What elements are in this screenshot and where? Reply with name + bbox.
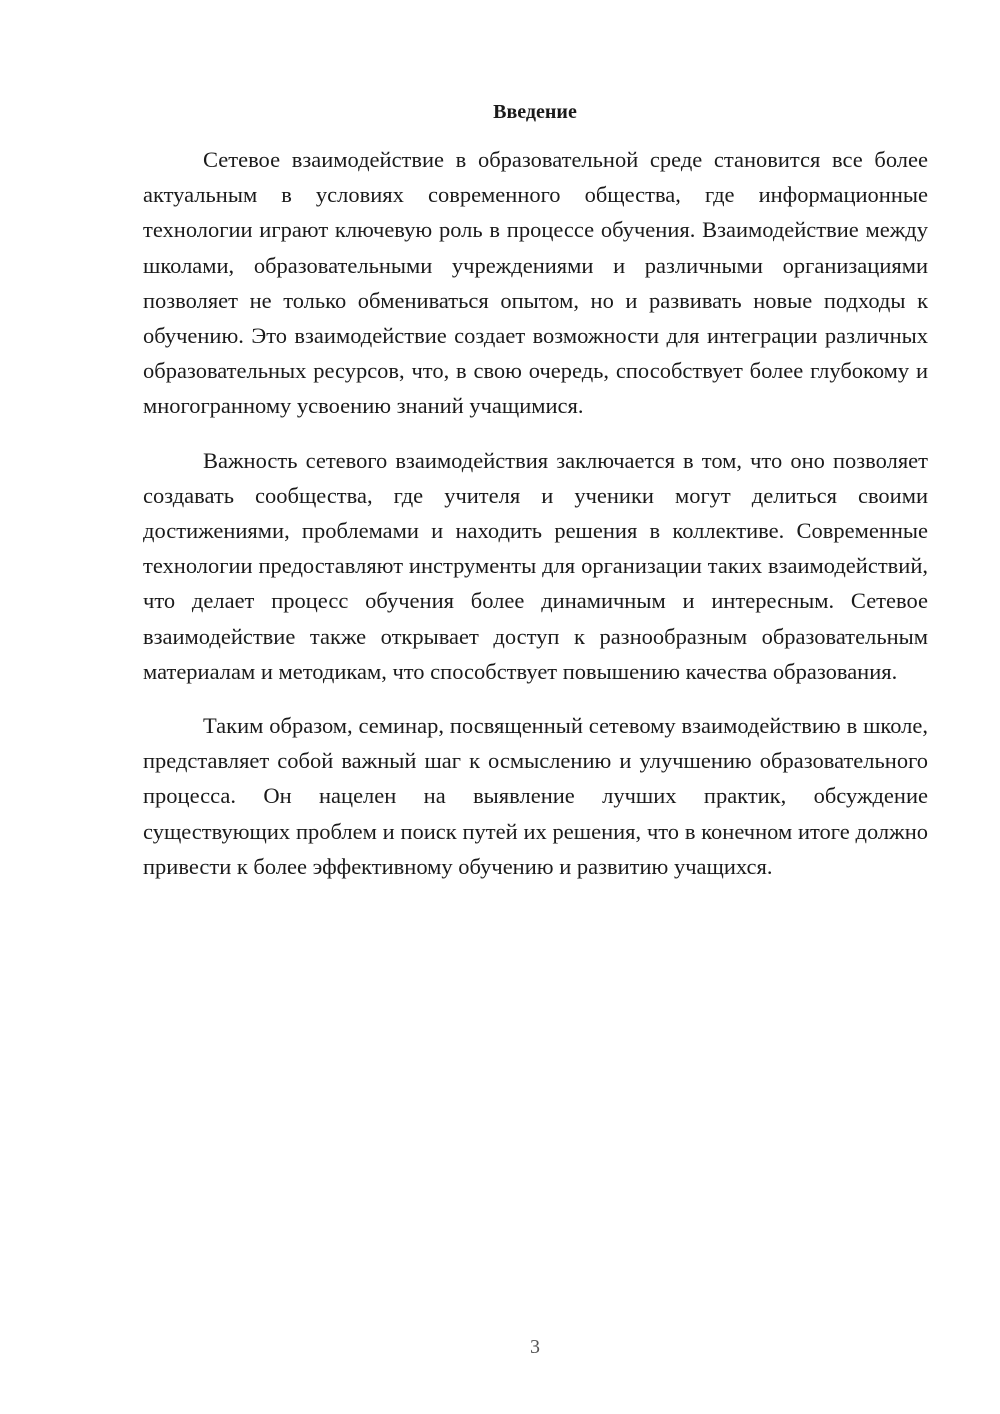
paragraph-1: Сетевое взаимодействие в образовательной среде становится все более актуальным в условиях современного общества, где информационные технологии играют ключевую роль в процессе обучения. Взаимодействие между школами, образовательными учреждениями и различными организациями позволяет не только обмениваться опытом, но и развивать новые подходы к обучению. Это взаимодействие создает возможности для интеграции различных образовательных ресурсов, что, в свою очередь, способствует более глубокому и многогранному усвоению знаний учащимися. <box>143 147 928 419</box>
paragraph-2: Важность сетевого взаимодействия заключается в том, что оно позволяет создавать сообщества, где учителя и ученики могут делиться своими достижениями, проблемами и находить решения в коллективе. Современные технологии предоставляют инструменты для организации таких взаимодействий, что делает процесс обучения более динамичным и интересным. Сетевое взаимодействие также открывает доступ к разнообразным образовательным материалам и методикам, что способствует повышению качества образования. <box>143 447 928 684</box>
body-text <box>143 142 928 884</box>
section-title: Введение <box>493 101 577 123</box>
paragraph-3: Таким образом, семинар, посвященный сетевому взаимодействию в школе, представляет собой важный шаг к осмыслению и улучшению образовательного процесса. Он нацелен на выявление лучших практик, обсуждение существующих проблем и поиск путей их решения, что в конечном итоге должно привести к более эффективному обучению и развитию учащихся. <box>143 713 928 879</box>
page-number: 3 <box>530 1336 540 1358</box>
